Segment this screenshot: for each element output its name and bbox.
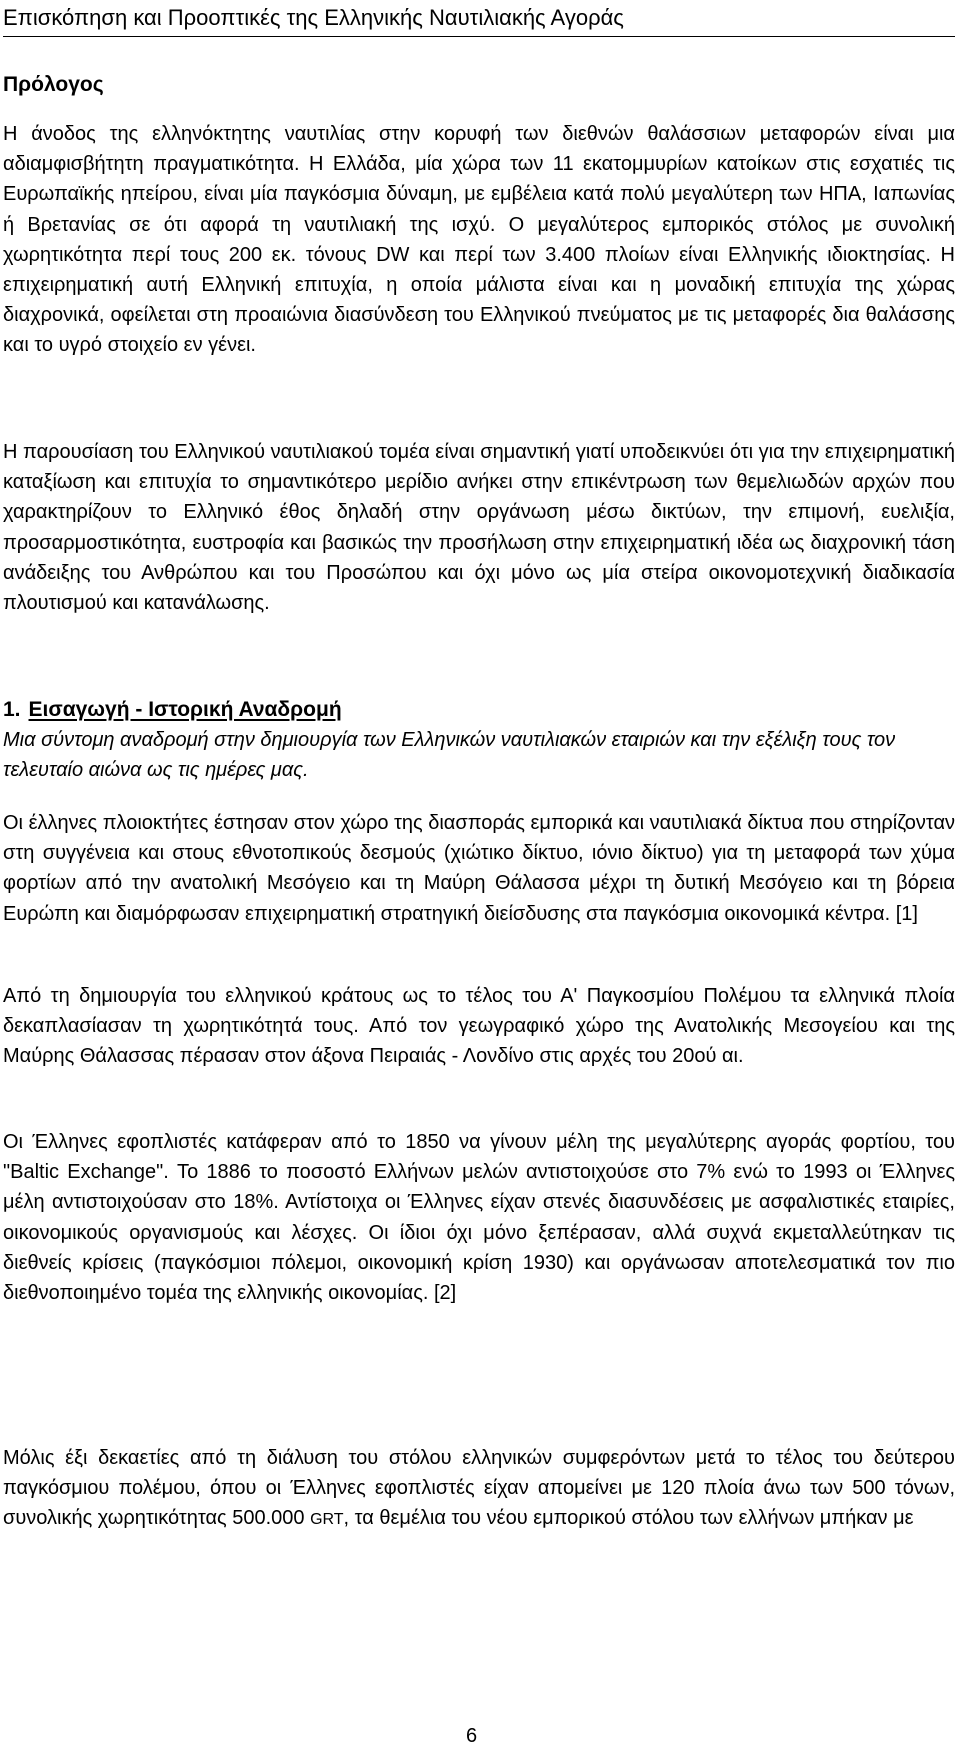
history-paragraph-1: Οι έλληνες πλοιοκτήτες έστησαν στον χώρο της διασποράς εμπορικά και ναυτιλιακά δίκτυα που στηρίζονταν στη συγγένεια και στους εθνοτοπικούς δεσμούς (χιώτικο δίκτυο, ιόνιο δίκτυο) για τη μεταφορά των χύμα φορτίων από την ανατολική Μεσόγειο και τη Μαύρη Θάλασσα μέχρι τη δυτική Μεσόγειο και τη βόρεια Ευρώπη και διαμόρφωσαν επιχειρηματική στρατηγική διείσδυσης στα παγκόσμια οικονομικά κέντρα. [1] bbox=[3, 812, 955, 925]
header-divider bbox=[3, 36, 955, 37]
prologue-paragraph-1: Η άνοδος της ελληνόκτητης ναυτιλίας στην κορυφή των διεθνών θαλάσσιων μεταφορών είναι μια αδιαμφισβήτητη πραγματικότητα. Η Ελλάδα, μία χώρα των 11 εκατομμυρίων κατοίκων στις εσχατιές τις Ευρωπαϊκής ηπείρου, είναι μία παγκόσμια δύναμη, με εμβέλεια κατά πολύ μεγαλύτερη των ΗΠΑ, Ιαπωνίας ή Βρετανίας σε ότι αφορά τη ναυτιλιακή της ισχύ. Ο μεγαλύτερος εμπορικός στόλος με συνολική χωρητικότητα περί τους 200 εκ. τόνους DW και περί των 3.400 πλοίων είναι Ελληνικής ιδιοκτησίας. Η επιχειρηματική αυτή Ελληνική επιτυχία, η οποία μάλιστα είναι και η μοναδική επιτυχία της χώρας διαχρονικά, οφείλεται στη προαιώνια διασύνδεση του Ελληνικού πνεύματος με τις μεταφορές δια θαλάσσης και το υγρό στοιχείο εν γένει. bbox=[3, 123, 955, 357]
prologue-paragraph-2: Η παρουσίαση του Ελληνικού ναυτιλιακού τομέα είναι σημαντική γιατί υποδεικνύει ότι για την επιχειρηματική καταξίωση και επιτυχία το σημαντικότερο μερίδιο ανήκει στην επικέντρωση των θεμελιωδών αρχών που χαρακτηρίζουν το Ελληνικό έθος δηλαδή στην οργάνωση μέσω δικτύων, την επιμονή, ευελιξία, προσαρμοστικότητα, ευστροφία και βασικώς την προσήλωση στην επιχειρηματική ιδέα ως διαχρονική τάση ανάδειξης του Ανθρώπου και του Προσώπου και όχι μόνο ως μία στείρα οικονομοτεχνική διαδικασία πλουτισμού και κατανάλωσης. bbox=[3, 441, 955, 615]
history-paragraph-4-tail: , τα θεμέλια του νέου εμπορικού στόλου των ελλήνων μπήκαν με bbox=[343, 1507, 914, 1530]
section-heading bbox=[3, 695, 342, 725]
grt-unit: GRT bbox=[310, 1511, 344, 1529]
history-paragraph-4-text: Μόλις έξι δεκαετίες από τη διάλυση του στόλου ελληνικών συμφερόντων μετά το τέλος του δεύτερου παγκόσμιου πολέμου, όπου οι Έλληνες εφοπλιστές είχαν απομείνει με 120 πλοία άνω των 500 τόνων, συνολικής χωρητικότητας 500.000 bbox=[3, 1447, 955, 1530]
section-number: 1. bbox=[3, 698, 21, 721]
running-header: Επισκόπηση και Προοπτικές της Ελληνικής Ναυτιλιακής Αγοράς bbox=[3, 5, 624, 30]
section-subtitle: Μια σύντομη αναδρομή στην δημιουργία των Ελληνικών ναυτιλιακών εταιριών και την εξέλιξη τους τον τελευταίο αιώνα ως τις ημέρες μας. bbox=[3, 729, 896, 782]
prologue-heading: Πρόλογος bbox=[3, 73, 104, 96]
history-paragraph-4 bbox=[3, 1443, 955, 1536]
history-paragraph-3: Οι Έλληνες εφοπλιστές κατάφεραν από το 1850 να γίνουν μέλη της μεγαλύτερης αγοράς φορτίου, του "Baltic Exchange". Το 1886 το ποσοστό Ελλήνων μελών αντιστοιχούσε στο 7% ενώ το 1993 οι Έλληνες μέλη αντιστοιχούσαν στο 18%. Αντίστοιχα οι Έλληνες είχαν στενές διασυνδέσεις με ασφαλιστικές εταιρίες, οικονομικούς οργανισμούς και λέσχες. Οι ίδιοι όχι μόνο ξεπέρασαν, αλλά συχνά εκμεταλλεύτηκαν τις διεθνείς κρίσεις (παγκόσμιοι πόλεμοι, οικονομική κρίση 1930) και οργάνωσαν αποτελεσματικά τον πιο διεθνοποιημένο τομέα της ελληνικής οικονομίας. [2] bbox=[3, 1131, 955, 1305]
history-paragraph-2: Από τη δημιουργία του ελληνικού κράτους ως το τέλος του Α' Παγκοσμίου Πολέμου τα ελληνικά πλοία δεκαπλασίασαν τη χωρητικότητά τους. Από τον γεωγραφικό χώρο της Ανατολικής Μεσογείου και της Μαύρης Θάλασσας πέρασαν στον άξονα Πειραιάς - Λονδίνο στις αρχές του 20ού αι. bbox=[3, 985, 955, 1068]
page-number: 6 bbox=[466, 1725, 478, 1747]
section-title: Εισαγωγή - Ιστορική Αναδρομή bbox=[28, 698, 342, 721]
